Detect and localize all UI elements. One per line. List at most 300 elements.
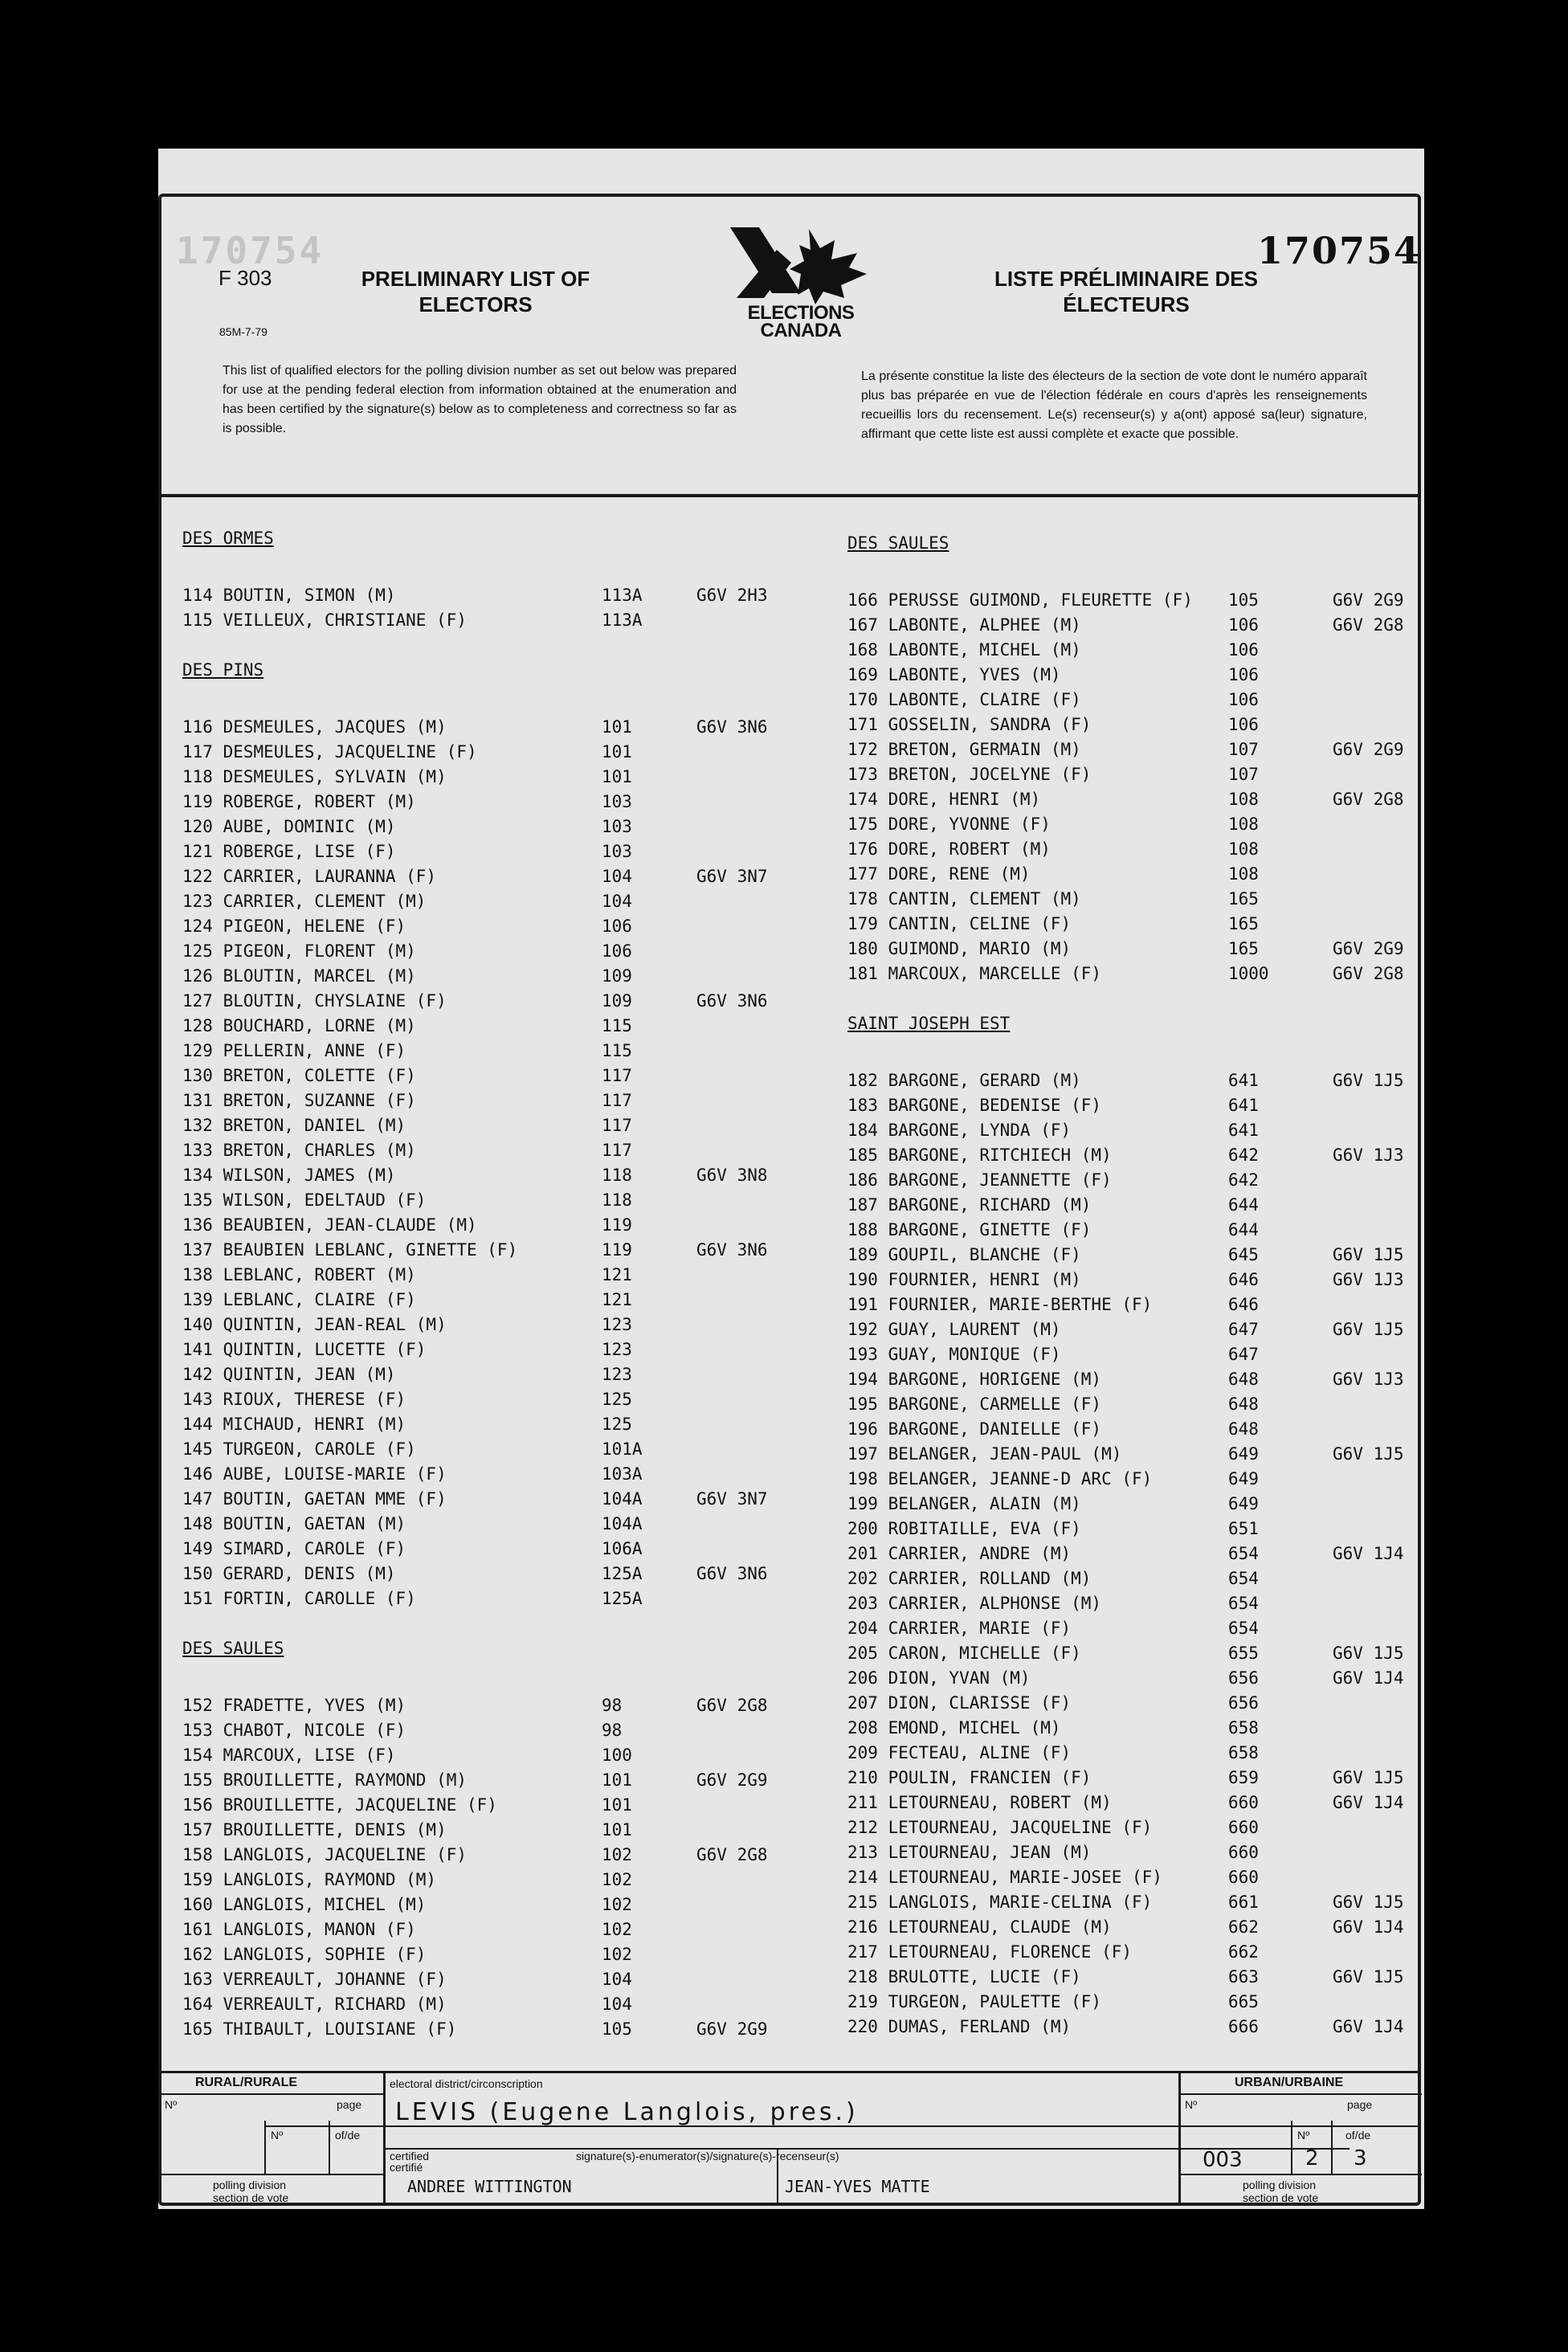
elector-address: 113A bbox=[602, 586, 643, 605]
elector-row bbox=[182, 1113, 632, 1138]
elector-row bbox=[182, 1288, 632, 1313]
elector-postal-code: G6V 1J3 bbox=[1333, 1145, 1404, 1165]
elector-row bbox=[847, 588, 1404, 613]
street-heading: DES SAULES bbox=[847, 533, 949, 553]
elector-name: 150 GERARD, DENIS (M) bbox=[182, 1564, 396, 1583]
elector-row bbox=[847, 1068, 1404, 1093]
elector-row bbox=[182, 1487, 768, 1512]
urban-page-label: page bbox=[1347, 2098, 1373, 2111]
ghost-serial-number: 170754 bbox=[176, 229, 325, 272]
elector-name: 170 LABONTE, CLAIRE (F) bbox=[847, 690, 1081, 709]
elector-row bbox=[182, 864, 768, 889]
elector-row bbox=[182, 1014, 632, 1039]
elector-name: 155 BROUILLETTE, RAYMOND (M) bbox=[182, 1770, 468, 1790]
elector-name: 129 PELLERIN, ANNE (F) bbox=[182, 1041, 406, 1060]
elector-postal-code: G6V 1J5 bbox=[1333, 1768, 1404, 1787]
elector-address: 125A bbox=[602, 1564, 643, 1583]
elector-row bbox=[847, 1193, 1259, 1218]
elector-name: 124 PIGEON, HELENE (F) bbox=[182, 917, 406, 936]
elector-row bbox=[847, 1865, 1259, 1890]
elector-name: 191 FOURNIER, MARIE-BERTHE (F) bbox=[847, 1295, 1153, 1314]
elector-name: 194 BARGONE, HORIGENE (M) bbox=[847, 1370, 1102, 1389]
elector-address: 648 bbox=[1228, 1370, 1259, 1389]
elector-address: 104 bbox=[602, 1995, 632, 2014]
street-heading: DES SAULES bbox=[182, 1639, 284, 1658]
elector-name: 212 LETOURNEAU, JACQUELINE (F) bbox=[847, 1818, 1153, 1837]
elector-name: 187 BARGONE, RICHARD (M) bbox=[847, 1195, 1092, 1215]
elector-address: 661 bbox=[1228, 1893, 1259, 1912]
elector-name: 151 FORTIN, CAROLLE (F) bbox=[182, 1589, 416, 1608]
elector-postal-code: G6V 2G9 bbox=[696, 2019, 768, 2039]
elector-name: 145 TURGEON, CAROLE (F) bbox=[182, 1439, 416, 1459]
elector-row bbox=[847, 937, 1404, 962]
elector-name: 184 BARGONE, LYNDA (F) bbox=[847, 1121, 1072, 1140]
elector-name: 193 GUAY, MONIQUE (F) bbox=[847, 1345, 1061, 1364]
elector-row bbox=[847, 1666, 1404, 1691]
enumerator-2-signature: JEAN-YVES MATTE bbox=[785, 2177, 930, 2196]
elector-row bbox=[847, 1791, 1404, 1815]
elector-address: 649 bbox=[1228, 1444, 1259, 1464]
elector-row bbox=[182, 1362, 632, 1387]
elector-name: 116 DESMEULES, JACQUES (M) bbox=[182, 717, 447, 737]
elector-name: 117 DESMEULES, JACQUELINE (F) bbox=[182, 742, 477, 762]
elector-address: 103 bbox=[602, 842, 632, 861]
elector-row bbox=[182, 889, 632, 914]
elector-address: 115 bbox=[602, 1041, 632, 1060]
elector-row bbox=[182, 989, 768, 1014]
elector-postal-code: G6V 1J5 bbox=[1333, 1967, 1404, 1987]
elector-address: 649 bbox=[1228, 1469, 1259, 1488]
elector-address: 641 bbox=[1228, 1096, 1259, 1115]
elector-name: 177 DORE, RENE (M) bbox=[847, 864, 1031, 884]
elector-row bbox=[847, 1691, 1259, 1716]
elector-address: 125 bbox=[602, 1390, 632, 1409]
district-value: LEVIS (Eugene Langlois, pres.) bbox=[395, 2098, 859, 2126]
elector-name: 215 LANGLOIS, MARIE-CELINA (F) bbox=[847, 1893, 1153, 1912]
elector-address: 655 bbox=[1228, 1644, 1259, 1663]
elector-name: 202 CARRIER, ROLLAND (M) bbox=[847, 1569, 1092, 1588]
elector-row bbox=[182, 1188, 632, 1213]
elector-address: 101 bbox=[602, 767, 632, 786]
elector-name: 128 BOUCHARD, LORNE (M) bbox=[182, 1016, 416, 1035]
logo-line-1: ELECTIONS bbox=[747, 302, 855, 324]
elector-address: 663 bbox=[1228, 1967, 1259, 1987]
elector-row bbox=[182, 2017, 768, 2042]
elector-address: 106 bbox=[1228, 665, 1259, 684]
maple-leaf-x-icon bbox=[721, 221, 881, 309]
elector-row bbox=[182, 1818, 632, 1843]
elector-name: 138 LEBLANC, ROBERT (M) bbox=[182, 1265, 416, 1284]
street-heading: DES PINS bbox=[182, 660, 264, 680]
elector-name: 207 DION, CLARISSE (F) bbox=[847, 1693, 1072, 1713]
elector-row bbox=[847, 1118, 1259, 1143]
elector-postal-code: G6V 3N7 bbox=[696, 1489, 768, 1509]
elector-address: 647 bbox=[1228, 1320, 1259, 1339]
form-number: F 303 bbox=[218, 266, 272, 290]
header-divider bbox=[160, 494, 1419, 497]
elector-name: 176 DORE, ROBERT (M) bbox=[847, 839, 1051, 859]
elector-address: 662 bbox=[1228, 1942, 1259, 1962]
elector-row bbox=[847, 1840, 1259, 1865]
elector-address: 646 bbox=[1228, 1295, 1259, 1314]
elector-row bbox=[847, 1990, 1259, 2015]
elector-row bbox=[847, 1243, 1404, 1268]
elector-name: 115 VEILLEUX, CHRISTIANE (F) bbox=[182, 610, 468, 630]
elector-row bbox=[182, 1462, 643, 1487]
elector-row bbox=[182, 1412, 632, 1437]
elector-name: 190 FOURNIER, HENRI (M) bbox=[847, 1270, 1081, 1289]
title-french: LISTE PRÉLIMINAIRE DES ÉLECTEURS bbox=[994, 267, 1258, 316]
elector-row bbox=[847, 2015, 1404, 2040]
elector-name: 167 LABONTE, ALPHEE (M) bbox=[847, 615, 1081, 635]
elector-row bbox=[847, 1292, 1259, 1317]
elector-address: 641 bbox=[1228, 1121, 1259, 1140]
elector-row bbox=[182, 1768, 768, 1793]
elector-name: 160 LANGLOIS, MICHEL (M) bbox=[182, 1895, 427, 1914]
elector-postal-code: G6V 1J5 bbox=[1333, 1245, 1404, 1264]
elector-name: 135 WILSON, EDELTAUD (F) bbox=[182, 1190, 427, 1210]
elector-row bbox=[847, 1367, 1404, 1392]
elector-postal-code: G6V 2G8 bbox=[696, 1696, 768, 1715]
elector-row bbox=[847, 1766, 1404, 1791]
urban-label: URBAN/URBAINE bbox=[1235, 2076, 1344, 2089]
elector-address: 119 bbox=[602, 1215, 632, 1235]
elector-name: 156 BROUILLETTE, JACQUELINE (F) bbox=[182, 1795, 497, 1815]
elector-row bbox=[182, 1163, 768, 1188]
elector-address: 165 bbox=[1228, 889, 1259, 909]
elector-address: 106 bbox=[1228, 715, 1259, 734]
elector-address: 117 bbox=[602, 1141, 632, 1160]
rural-page-label: page bbox=[337, 2098, 362, 2111]
elector-name: 166 PERUSSE GUIMOND, FLEURETTE (F) bbox=[847, 590, 1193, 610]
elector-address: 165 bbox=[1228, 914, 1259, 933]
elector-name: 198 BELANGER, JEANNE-D ARC (F) bbox=[847, 1469, 1153, 1488]
elector-address: 660 bbox=[1228, 1793, 1259, 1812]
elector-address: 115 bbox=[602, 1016, 632, 1035]
elector-address: 101A bbox=[602, 1439, 643, 1459]
elector-name: 154 MARCOUX, LISE (F) bbox=[182, 1746, 396, 1765]
elector-address: 103A bbox=[602, 1464, 643, 1484]
elector-name: 122 CARRIER, LAURANNA (F) bbox=[182, 867, 437, 886]
district-label: electoral district/circonscription bbox=[390, 2077, 543, 2090]
elector-name: 140 QUINTIN, JEAN-REAL (M) bbox=[182, 1315, 447, 1334]
elector-address: 666 bbox=[1228, 2017, 1259, 2036]
elector-address: 102 bbox=[602, 1920, 632, 1939]
elector-address: 656 bbox=[1228, 1668, 1259, 1688]
elector-name: 130 BRETON, COLETTE (F) bbox=[182, 1066, 416, 1085]
elector-address: 119 bbox=[602, 1240, 632, 1260]
elector-row bbox=[182, 1437, 643, 1462]
enumerator-1-signature: ANDREE WITTINGTON bbox=[407, 2177, 572, 2196]
elector-address: 117 bbox=[602, 1066, 632, 1085]
elector-address: 659 bbox=[1228, 1768, 1259, 1787]
elector-address: 121 bbox=[602, 1290, 632, 1309]
certifie-label: certifié bbox=[390, 2161, 423, 2174]
elector-row bbox=[182, 1942, 632, 1967]
elector-address: 647 bbox=[1228, 1345, 1259, 1364]
elector-row bbox=[847, 638, 1259, 663]
elector-row bbox=[182, 914, 632, 939]
elector-address: 665 bbox=[1228, 1992, 1259, 2011]
elector-address: 108 bbox=[1228, 839, 1259, 859]
elector-name: 201 CARRIER, ANDRE (M) bbox=[847, 1544, 1072, 1563]
elector-address: 105 bbox=[602, 2019, 632, 2039]
rural-section-label: section de vote bbox=[213, 2191, 289, 2204]
elector-row bbox=[847, 1541, 1404, 1566]
elector-address: 105 bbox=[1228, 590, 1259, 610]
elector-postal-code: G6V 1J4 bbox=[1333, 1668, 1404, 1688]
elector-address: 658 bbox=[1228, 1718, 1259, 1737]
logo-line-2: CANADA bbox=[760, 320, 842, 341]
elector-row bbox=[182, 1868, 632, 1893]
rural-polling-label: polling division bbox=[213, 2178, 287, 2191]
elector-address: 654 bbox=[1228, 1594, 1259, 1613]
elector-name: 148 BOUTIN, GAETAN (M) bbox=[182, 1514, 406, 1533]
elector-postal-code: G6V 1J4 bbox=[1333, 1793, 1404, 1812]
elector-row bbox=[847, 812, 1259, 837]
elector-address: 109 bbox=[602, 991, 632, 1011]
elector-row bbox=[847, 1342, 1259, 1367]
elector-name: 196 BARGONE, DANIELLE (F) bbox=[847, 1419, 1102, 1439]
elector-address: 109 bbox=[602, 966, 632, 986]
elector-address: 106 bbox=[1228, 640, 1259, 659]
elector-postal-code: G6V 2H3 bbox=[696, 586, 768, 605]
elector-address: 658 bbox=[1228, 1743, 1259, 1762]
elector-postal-code: G6V 3N8 bbox=[696, 1166, 768, 1185]
elector-address: 106A bbox=[602, 1539, 643, 1558]
elector-name: 220 DUMAS, FERLAND (M) bbox=[847, 2017, 1072, 2036]
intro-text-french: La présente constitue la liste des électeurs de la section de vote dont le numéro apparaît plus bas préparée en vue de l'élection fédérale en cours d'après les renseignements recueillis lors du recensement. Le(s) recenseur(s) y a(ont) apposé sa(leur) signature, affirmant que cette liste est aussi complète et exacte que possible. bbox=[861, 370, 1367, 441]
elector-list-left bbox=[182, 526, 768, 2042]
elector-name: 158 LANGLOIS, JACQUELINE (F) bbox=[182, 1845, 468, 1864]
elector-row bbox=[847, 887, 1259, 912]
elector-row bbox=[182, 1263, 632, 1288]
elector-postal-code: G6V 1J5 bbox=[1333, 1444, 1404, 1464]
elector-name: 143 RIOUX, THERESE (F) bbox=[182, 1390, 406, 1409]
elector-row bbox=[847, 688, 1259, 713]
elector-name: 204 CARRIER, MARIE (F) bbox=[847, 1619, 1072, 1638]
elector-row bbox=[182, 1793, 632, 1818]
elector-name: 119 ROBERGE, ROBERT (M) bbox=[182, 792, 416, 811]
elector-row bbox=[847, 862, 1259, 887]
elector-row bbox=[847, 1492, 1259, 1517]
elector-row bbox=[182, 1337, 632, 1362]
poll-number: 003 bbox=[1203, 2148, 1243, 2172]
elector-name: 185 BARGONE, RITCHIECH (M) bbox=[847, 1145, 1112, 1165]
elector-row bbox=[182, 1586, 643, 1611]
document-sheet bbox=[158, 149, 1424, 2209]
elector-row bbox=[182, 839, 632, 864]
elector-name: 210 POULIN, FRANCIEN (F) bbox=[847, 1768, 1092, 1787]
elector-address: 121 bbox=[602, 1265, 632, 1284]
elector-postal-code: G6V 1J3 bbox=[1333, 1270, 1404, 1289]
elector-address: 651 bbox=[1228, 1519, 1259, 1538]
elector-postal-code: G6V 2G9 bbox=[1333, 939, 1404, 958]
elector-row bbox=[847, 837, 1259, 862]
elector-name: 165 THIBAULT, LOUISIANE (F) bbox=[182, 2019, 457, 2039]
elector-name: 214 LETOURNEAU, MARIE-JOSEE (F) bbox=[847, 1868, 1162, 1887]
elector-name: 137 BEAUBIEN LEBLANC, GINETTE (F) bbox=[182, 1240, 518, 1260]
elector-row bbox=[847, 1940, 1259, 1965]
elector-address: 104A bbox=[602, 1514, 643, 1533]
elector-address: 125A bbox=[602, 1589, 643, 1608]
elector-name: 126 BLOUTIN, MARCEL (M) bbox=[182, 966, 416, 986]
elector-postal-code: G6V 1J5 bbox=[1333, 1893, 1404, 1912]
elector-address: 117 bbox=[602, 1116, 632, 1135]
elector-postal-code: G6V 2G9 bbox=[696, 1770, 768, 1790]
elector-name: 183 BARGONE, BEDENISE (F) bbox=[847, 1096, 1102, 1115]
elector-address: 101 bbox=[602, 1770, 632, 1790]
rural-no-label: Nº bbox=[165, 2098, 178, 2111]
elector-name: 179 CANTIN, CELINE (F) bbox=[847, 914, 1072, 933]
elector-postal-code: G6V 1J3 bbox=[1333, 1370, 1404, 1389]
elector-address: 100 bbox=[602, 1746, 632, 1765]
signature-label: signature(s)-enumerator(s)/signature(s)-recenseur(s) bbox=[576, 2150, 839, 2162]
elector-row bbox=[182, 1512, 643, 1537]
elector-list-right bbox=[847, 531, 1404, 2040]
elector-postal-code: G6V 1J4 bbox=[1333, 1917, 1404, 1937]
elector-address: 102 bbox=[602, 1870, 632, 1889]
elector-row bbox=[847, 1890, 1404, 1915]
elector-address: 660 bbox=[1228, 1818, 1259, 1837]
elector-row bbox=[182, 1718, 623, 1743]
elector-row bbox=[182, 583, 768, 608]
elector-postal-code: G6V 2G9 bbox=[1333, 590, 1404, 610]
elector-address: 103 bbox=[602, 817, 632, 836]
elector-address: 104 bbox=[602, 1970, 632, 1989]
elector-row bbox=[847, 1442, 1404, 1467]
elector-name: 123 CARRIER, CLEMENT (M) bbox=[182, 892, 427, 911]
elector-address: 103 bbox=[602, 792, 632, 811]
elector-name: 127 BLOUTIN, CHYSLAINE (F) bbox=[182, 991, 447, 1011]
elector-name: 208 EMOND, MICHEL (M) bbox=[847, 1718, 1061, 1737]
elector-address: 108 bbox=[1228, 864, 1259, 884]
elector-address: 165 bbox=[1228, 939, 1259, 958]
elector-row bbox=[847, 912, 1259, 937]
elector-postal-code: G6V 3N6 bbox=[696, 991, 768, 1011]
elector-row bbox=[847, 1268, 1404, 1292]
elector-address: 113A bbox=[602, 610, 643, 630]
elector-postal-code: G6V 3N6 bbox=[696, 1564, 768, 1583]
elector-postal-code: G6V 3N6 bbox=[696, 1240, 768, 1260]
elector-postal-code: G6V 1J4 bbox=[1333, 1544, 1404, 1563]
elector-postal-code: G6V 2G9 bbox=[1333, 740, 1404, 759]
elector-name: 192 GUAY, LAURENT (M) bbox=[847, 1320, 1061, 1339]
elector-name: 144 MICHAUD, HENRI (M) bbox=[182, 1415, 406, 1434]
elector-row bbox=[182, 1138, 632, 1163]
elector-address: 118 bbox=[602, 1190, 632, 1210]
elector-address: 654 bbox=[1228, 1619, 1259, 1638]
elector-address: 123 bbox=[602, 1340, 632, 1359]
elector-name: 209 FECTEAU, ALINE (F) bbox=[847, 1743, 1072, 1762]
elector-row bbox=[847, 663, 1259, 688]
elector-address: 654 bbox=[1228, 1544, 1259, 1563]
elector-name: 216 LETOURNEAU, CLAUDE (M) bbox=[847, 1917, 1112, 1937]
elector-address: 101 bbox=[602, 1820, 632, 1840]
elector-name: 153 CHABOT, NICOLE (F) bbox=[182, 1721, 406, 1740]
elector-row bbox=[847, 713, 1259, 737]
elector-row bbox=[182, 939, 632, 964]
elector-row bbox=[182, 1064, 632, 1088]
urban-of-label: of/de bbox=[1345, 2129, 1371, 2142]
elector-name: 157 BROUILLETTE, DENIS (M) bbox=[182, 1820, 447, 1840]
elector-row bbox=[847, 737, 1404, 762]
footer-box bbox=[158, 2071, 1421, 2206]
elector-postal-code: G6V 1J4 bbox=[1333, 2017, 1404, 2036]
elector-address: 98 bbox=[602, 1721, 623, 1740]
elector-name: 173 BRETON, JOCELYNE (F) bbox=[847, 765, 1092, 784]
elector-row bbox=[847, 1517, 1259, 1541]
elector-row bbox=[847, 1716, 1259, 1741]
elector-address: 106 bbox=[1228, 690, 1259, 709]
elector-address: 645 bbox=[1228, 1245, 1259, 1264]
page-number: 2 bbox=[1305, 2146, 1319, 2170]
elector-row bbox=[182, 1693, 768, 1718]
elector-address: 117 bbox=[602, 1091, 632, 1110]
elector-row bbox=[182, 740, 632, 765]
elector-name: 206 DION, YVAN (M) bbox=[847, 1668, 1031, 1688]
elector-row bbox=[182, 1313, 632, 1337]
elector-name: 152 FRADETTE, YVES (M) bbox=[182, 1696, 406, 1715]
elector-address: 660 bbox=[1228, 1843, 1259, 1862]
elector-address: 98 bbox=[602, 1696, 623, 1715]
elector-postal-code: G6V 2G8 bbox=[1333, 964, 1404, 983]
elector-name: 159 LANGLOIS, RAYMOND (M) bbox=[182, 1870, 437, 1889]
elector-address: 106 bbox=[602, 917, 632, 936]
elector-name: 136 BEAUBIEN, JEAN-CLAUDE (M) bbox=[182, 1215, 477, 1235]
elector-name: 181 MARCOUX, MARCELLE (F) bbox=[847, 964, 1102, 983]
elector-name: 213 LETOURNEAU, JEAN (M) bbox=[847, 1843, 1092, 1862]
form-date-code: 85M-7-79 bbox=[219, 325, 267, 338]
elector-name: 121 ROBERGE, LISE (F) bbox=[182, 842, 396, 861]
elector-name: 161 LANGLOIS, MANON (F) bbox=[182, 1920, 416, 1939]
elector-row bbox=[847, 1218, 1259, 1243]
elector-postal-code: G6V 1J5 bbox=[1333, 1320, 1404, 1339]
elector-address: 101 bbox=[602, 717, 632, 737]
elector-address: 107 bbox=[1228, 740, 1259, 759]
elector-name: 146 AUBE, LOUISE-MARIE (F) bbox=[182, 1464, 447, 1484]
elector-address: 108 bbox=[1228, 790, 1259, 809]
elector-name: 149 SIMARD, CAROLE (F) bbox=[182, 1539, 406, 1558]
elector-name: 182 BARGONE, GERARD (M) bbox=[847, 1071, 1081, 1090]
elector-row bbox=[182, 1843, 768, 1868]
elector-name: 219 TURGEON, PAULETTE (F) bbox=[847, 1992, 1102, 2011]
elector-row bbox=[182, 1992, 632, 2017]
elector-row bbox=[182, 1238, 768, 1263]
elector-address: 646 bbox=[1228, 1270, 1259, 1289]
elector-address: 648 bbox=[1228, 1394, 1259, 1414]
elector-name: 200 ROBITAILLE, EVA (F) bbox=[847, 1519, 1081, 1538]
elector-name: 211 LETOURNEAU, ROBERT (M) bbox=[847, 1793, 1112, 1812]
elector-name: 178 CANTIN, CLEMENT (M) bbox=[847, 889, 1081, 909]
elector-address: 648 bbox=[1228, 1419, 1259, 1439]
elector-name: 217 LETOURNEAU, FLORENCE (F) bbox=[847, 1942, 1133, 1962]
elector-name: 171 GOSSELIN, SANDRA (F) bbox=[847, 715, 1092, 734]
elector-name: 186 BARGONE, JEANNETTE (F) bbox=[847, 1170, 1112, 1190]
elector-address: 642 bbox=[1228, 1170, 1259, 1190]
elector-row bbox=[847, 1392, 1259, 1417]
elector-address: 118 bbox=[602, 1166, 632, 1185]
elector-row bbox=[847, 1641, 1404, 1666]
serial-number: 170754 bbox=[1257, 229, 1422, 272]
elector-name: 139 LEBLANC, CLAIRE (F) bbox=[182, 1290, 416, 1309]
elector-name: 131 BRETON, SUZANNE (F) bbox=[182, 1091, 416, 1110]
elector-row bbox=[847, 1317, 1404, 1342]
elector-postal-code: G6V 2G8 bbox=[1333, 615, 1404, 635]
street-heading: SAINT JOSEPH EST bbox=[847, 1014, 1011, 1033]
elector-address: 656 bbox=[1228, 1693, 1259, 1713]
elector-name: 195 BARGONE, CARMELLE (F) bbox=[847, 1394, 1102, 1414]
